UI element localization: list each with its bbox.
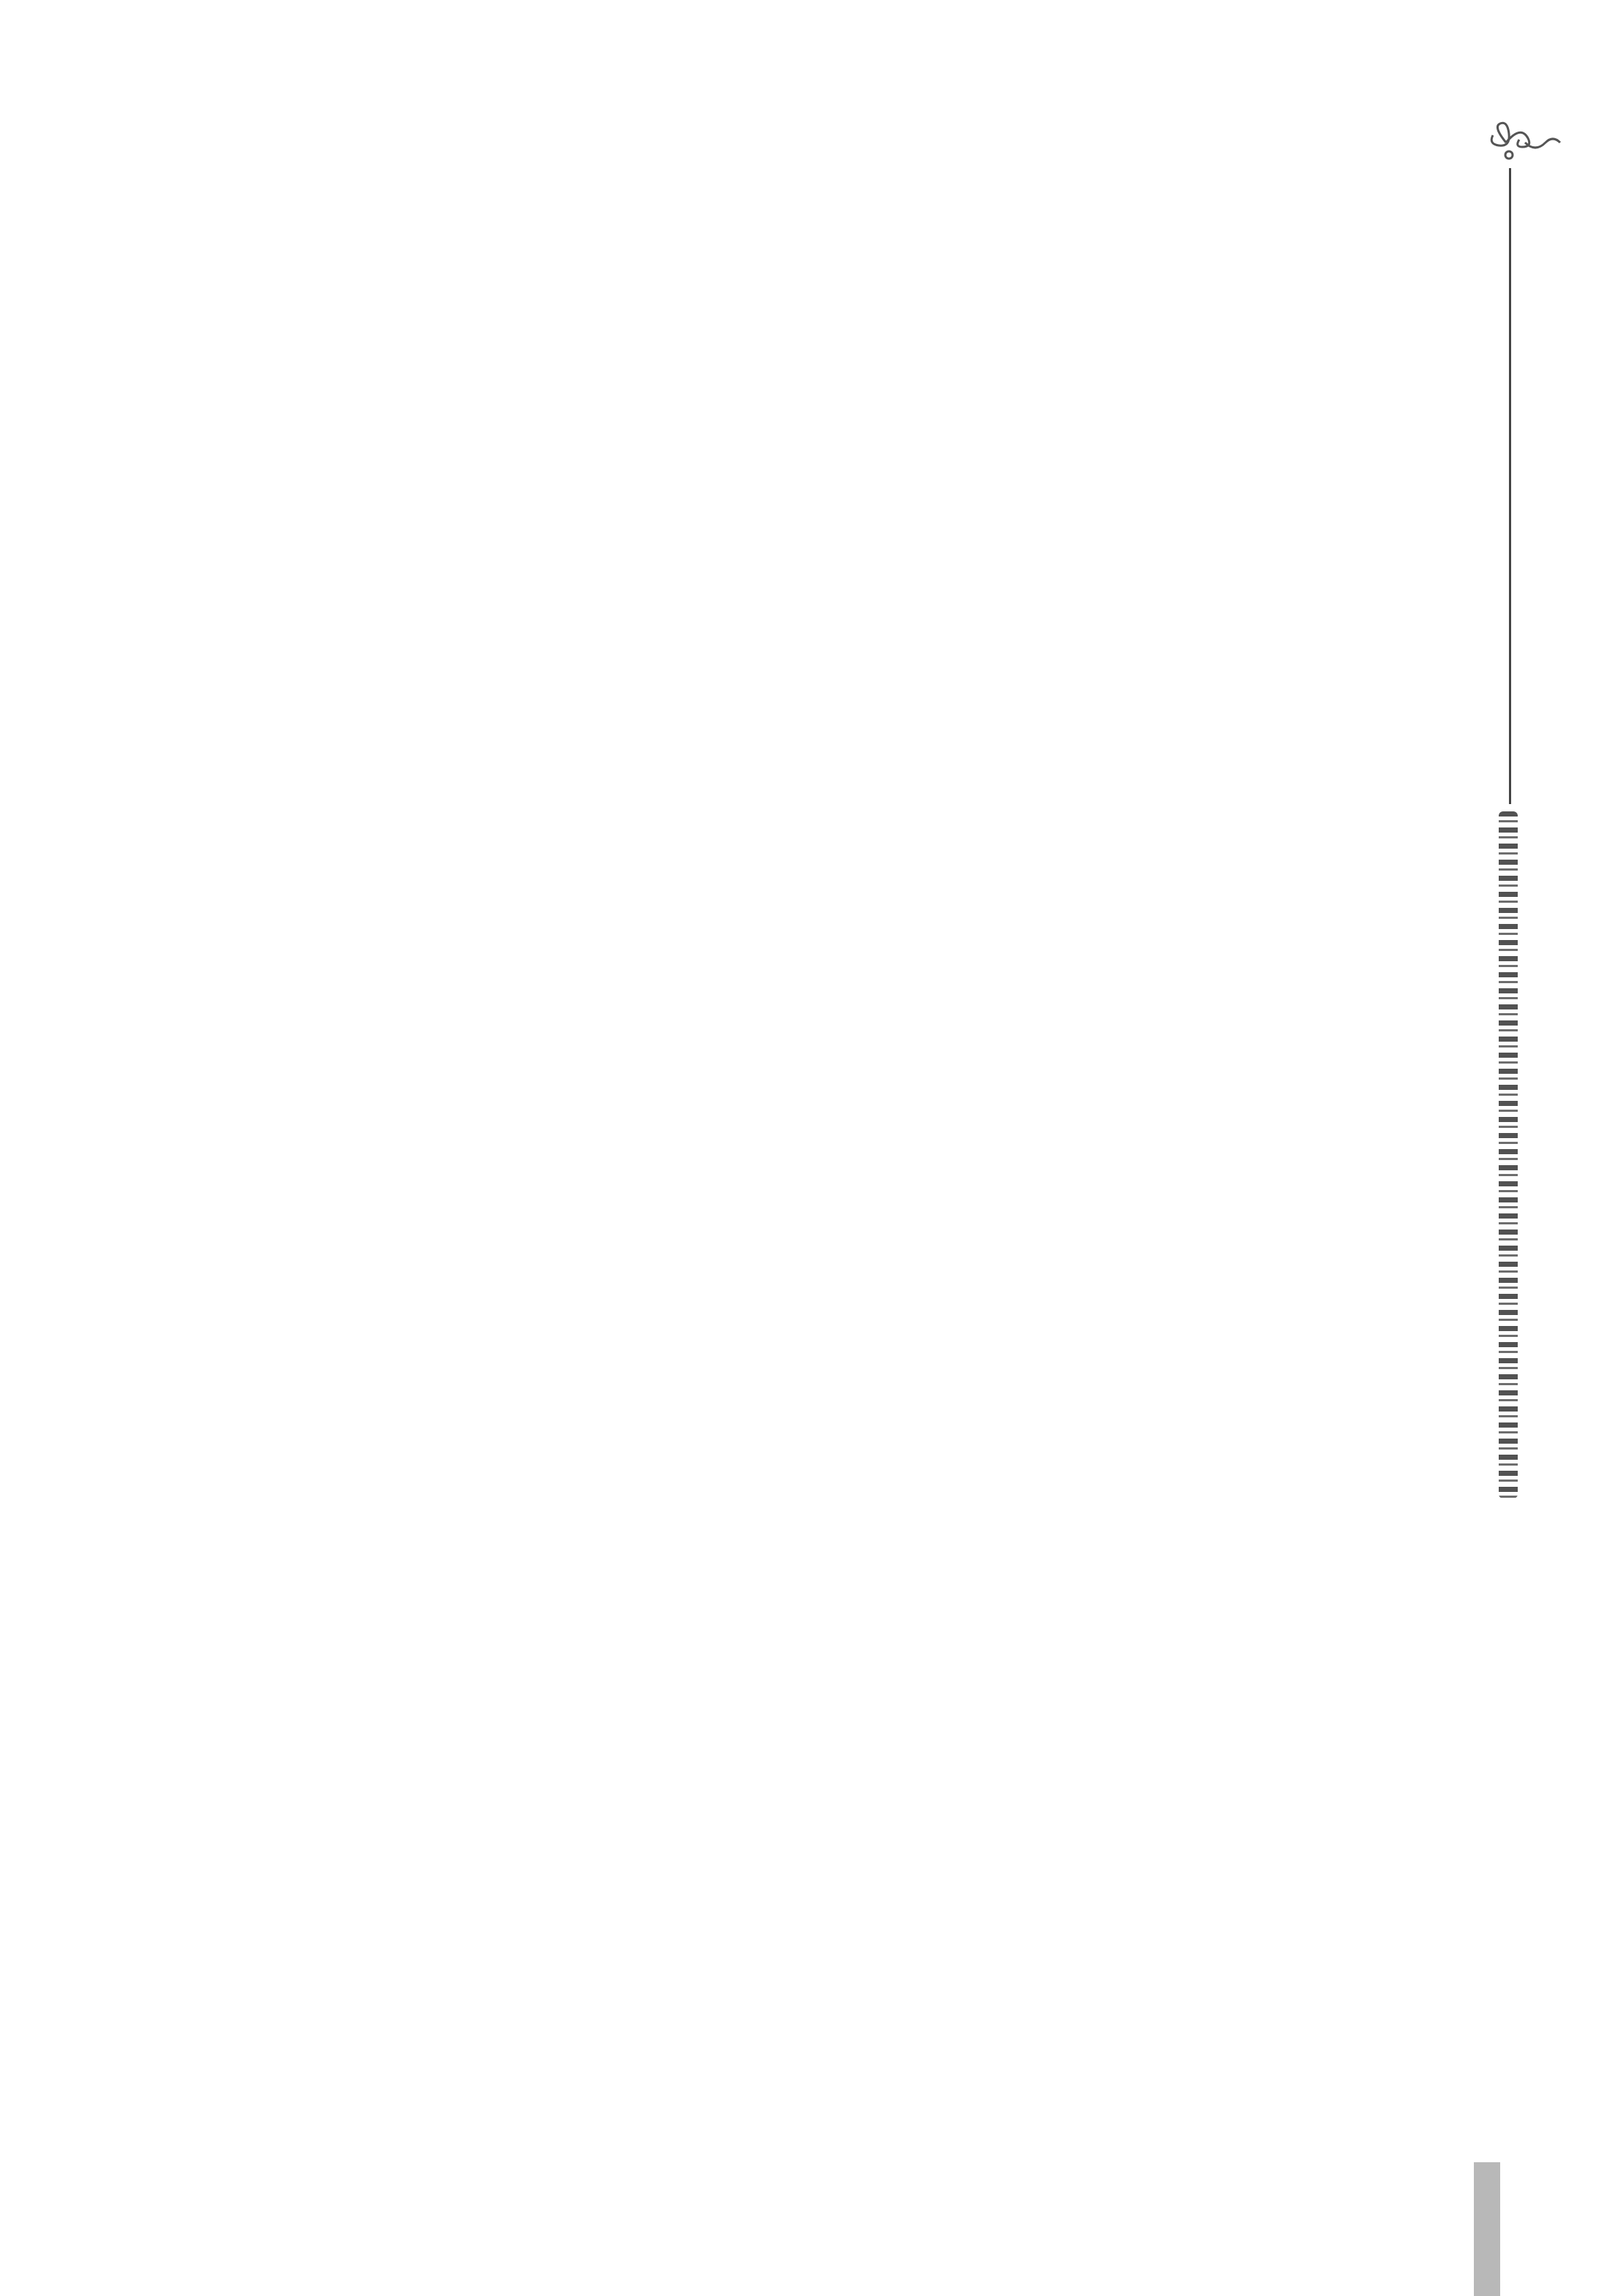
header-rule [1509,168,1511,804]
running-header [1499,811,1518,1499]
flourish-ornament-icon [1484,117,1565,168]
footer-bar [1474,2162,1500,2296]
